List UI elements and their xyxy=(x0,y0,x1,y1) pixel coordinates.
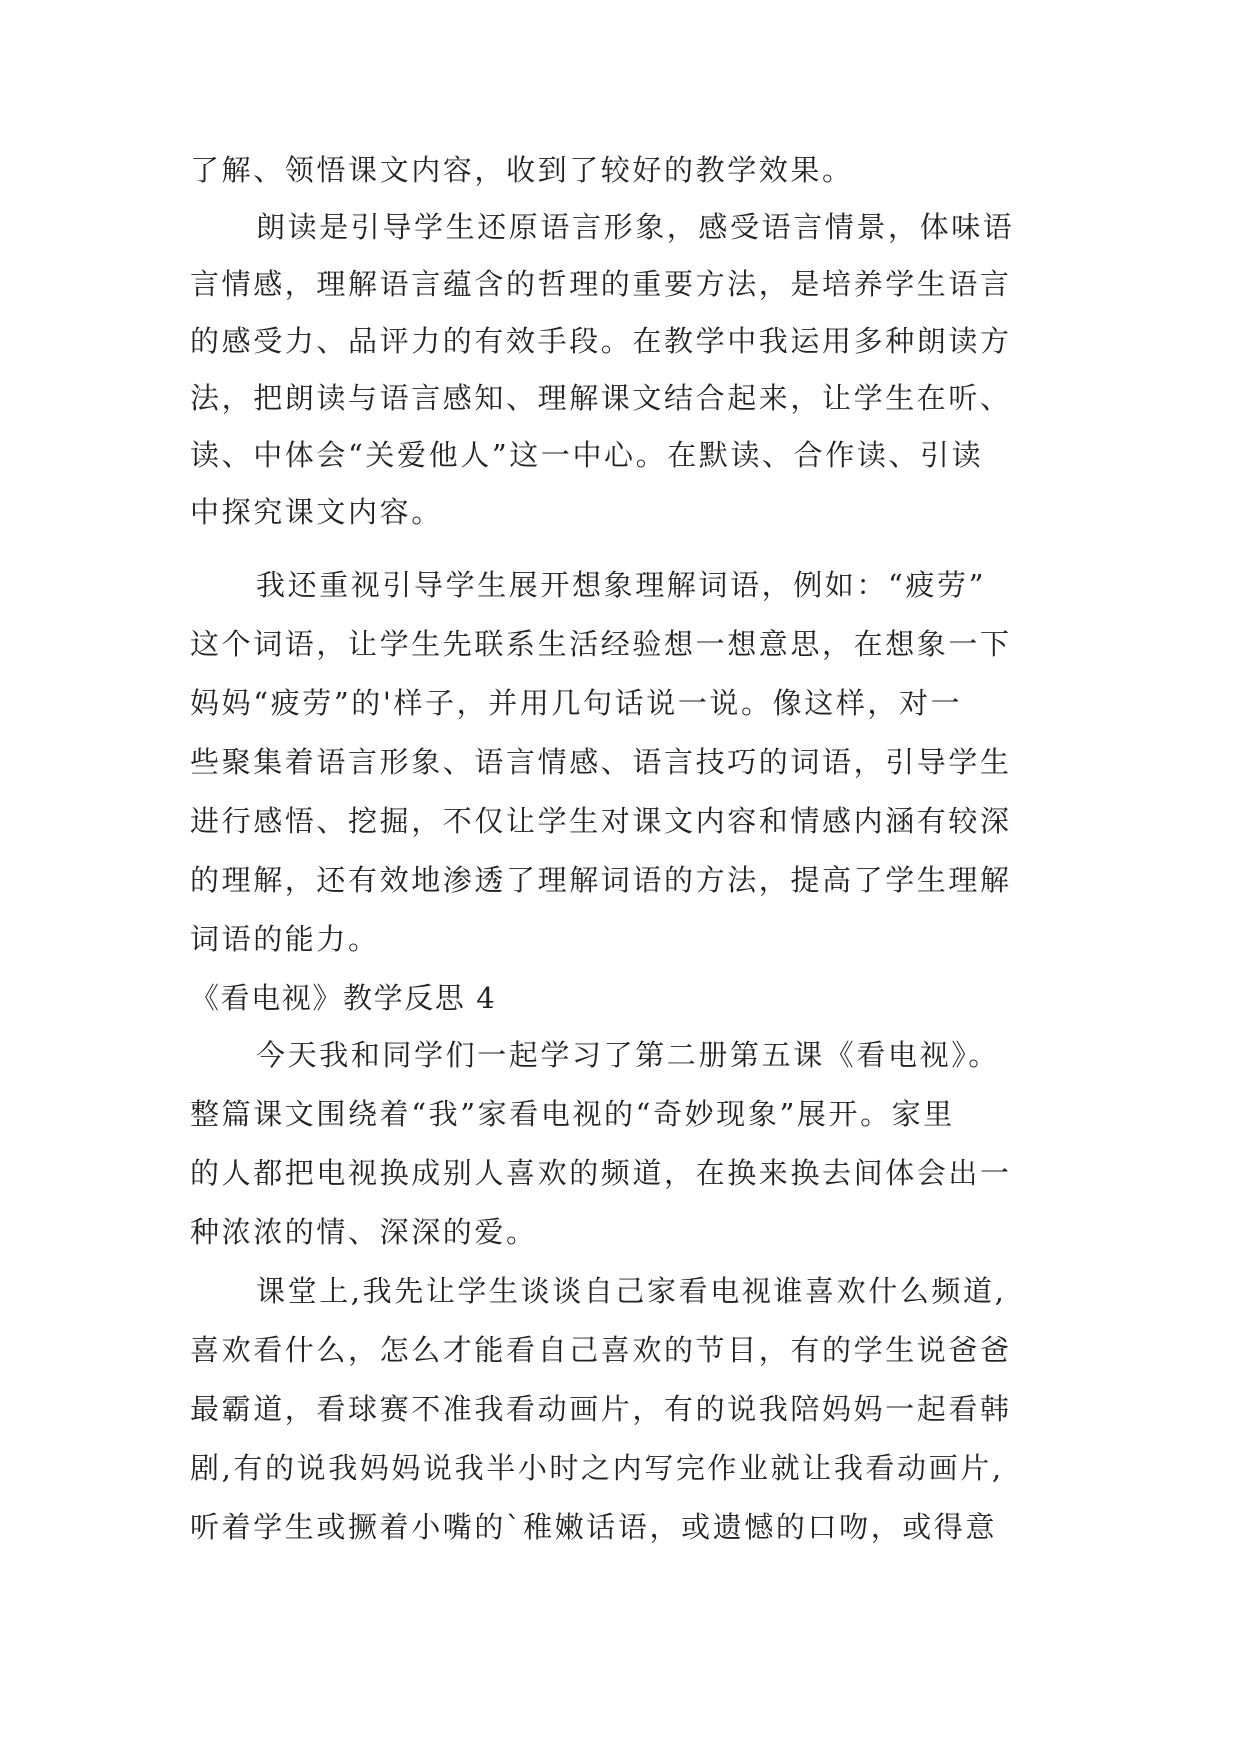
text-line: 中探究课文内容。 xyxy=(190,495,443,529)
text-line: 言情感，理解语言蕴含的哲理的重要方法，是培养学生语言 xyxy=(190,267,1012,301)
text-line: 进行感悟、挖掘，不仅让学生对课文内容和情感内涵有较深 xyxy=(190,804,1012,838)
text-line: 这个词语，让学生先联系生活经验想一想意思，在想象一下 xyxy=(190,627,1012,661)
section-heading: 《看电视》教学反思 4 xyxy=(190,981,497,1015)
text-line: 听着学生或撅着小嘴的`稚嫩话语，或遗憾的口吻，或得意 xyxy=(190,1510,998,1544)
text-line: 今天我和同学们一起学习了第二册第五课《看电视》。 xyxy=(256,1038,1000,1072)
text-line: 课堂上,我先让学生谈谈自己家看电视谁喜欢什么频道, xyxy=(256,1274,1007,1308)
text-line: 的人都把电视换成别人喜欢的频道，在换来换去间体会出一 xyxy=(190,1156,1012,1190)
text-line: 我还重视引导学生展开想象理解词语，例如：“疲劳” xyxy=(256,568,987,602)
text-line: 种浓浓的情、深深的爱。 xyxy=(190,1215,538,1249)
text-line: 剧,有的说我妈妈说我半小时之内写完作业就让我看动画片, xyxy=(190,1451,1004,1485)
text-line: 些聚集着语言形象、语言情感、语言技巧的词语，引导学生 xyxy=(190,745,1012,779)
text-line: 读、中体会“关爱他人”这一中心。在默读、合作读、引读 xyxy=(190,438,984,472)
text-line: 朗读是引导学生还原语言形象，感受语言情景，体味语 xyxy=(256,210,1015,244)
text-line: 词语的能力。 xyxy=(190,922,380,956)
text-line: 的感受力、品评力的有效手段。在教学中我运用多种朗读方 xyxy=(190,324,1012,358)
text-line: 喜欢看什么，怎么才能看自己喜欢的节目，有的学生说爸爸 xyxy=(190,1333,1012,1367)
text-line: 的理解，还有效地渗透了理解词语的方法，提高了学生理解 xyxy=(190,863,1012,897)
text-line: 了解、领悟课文内容，收到了较好的教学效果。 xyxy=(190,153,854,187)
text-line: 最霸道，看球赛不准我看动画片，有的说我陪妈妈一起看韩 xyxy=(190,1392,1012,1426)
text-line: 法，把朗读与语言感知、理解课文结合起来，让学生在听、 xyxy=(190,381,1012,415)
text-line: 妈妈“疲劳”的'样子，并用几句话说一说。像这样，对一 xyxy=(190,686,963,720)
text-line: 整篇课文围绕着“我”家看电视的“奇妙现象”展开。家里 xyxy=(190,1097,955,1131)
